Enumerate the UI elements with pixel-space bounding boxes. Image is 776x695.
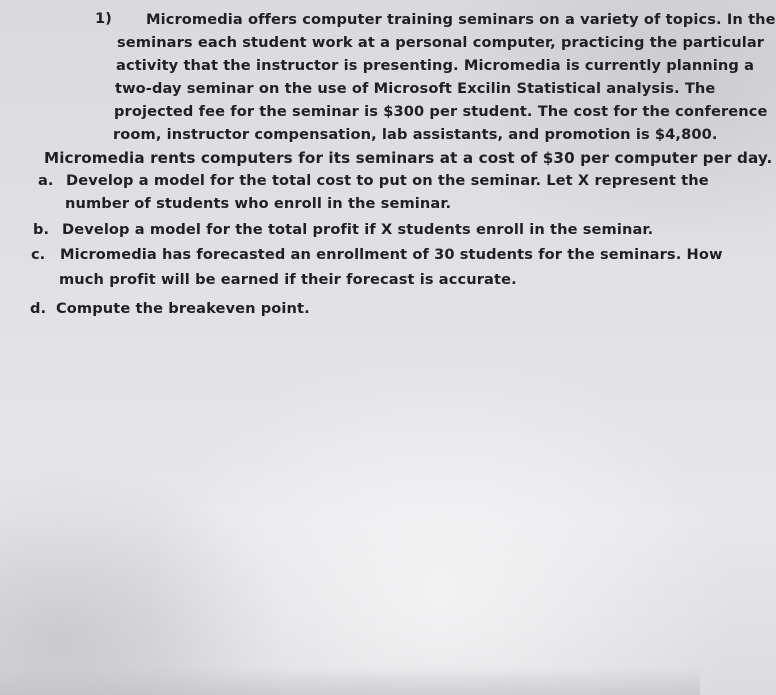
intro-line-6: room, instructor compensation, lab assistants, and promotion is $4,800. [113, 126, 718, 143]
intro-line-1: Micromedia offers computer training seminars on a variety of topics. In the [146, 11, 776, 28]
intro-line-2: seminars each student work at a personal computer, practicing the particular [117, 34, 765, 51]
question-number: 1) [95, 10, 112, 27]
part-a-line-1: Develop a model for the total cost to put on the seminar. Let X represent the [66, 172, 709, 189]
part-c-marker: c. [31, 246, 46, 263]
part-a-marker: a. [38, 172, 54, 189]
part-c-line-1: Micromedia has forecasted an enrollment of 30 students for the seminars. How [60, 246, 723, 263]
part-a-line-2: number of students who enroll in the seminar. [65, 195, 452, 212]
part-d-marker: d. [30, 300, 46, 317]
intro-line-7: Micromedia rents computers for its seminars at a cost of $30 per computer per day. [44, 149, 773, 167]
part-b-marker: b. [33, 221, 49, 238]
intro-line-4: two-day seminar on the use of Microsoft Excilin Statistical analysis. The [115, 80, 716, 97]
part-c-line-2: much profit will be earned if their forecast is accurate. [59, 271, 517, 288]
intro-line-5: projected fee for the seminar is $300 per student. The cost for the conference [114, 103, 768, 120]
part-d-line-1: Compute the breakeven point. [56, 300, 310, 317]
paper-shadow [0, 667, 700, 695]
part-b-line-1: Develop a model for the total profit if X students enroll in the seminar. [62, 221, 654, 238]
intro-line-3: activity that the instructor is presenting. Micromedia is currently planning a [116, 57, 755, 74]
